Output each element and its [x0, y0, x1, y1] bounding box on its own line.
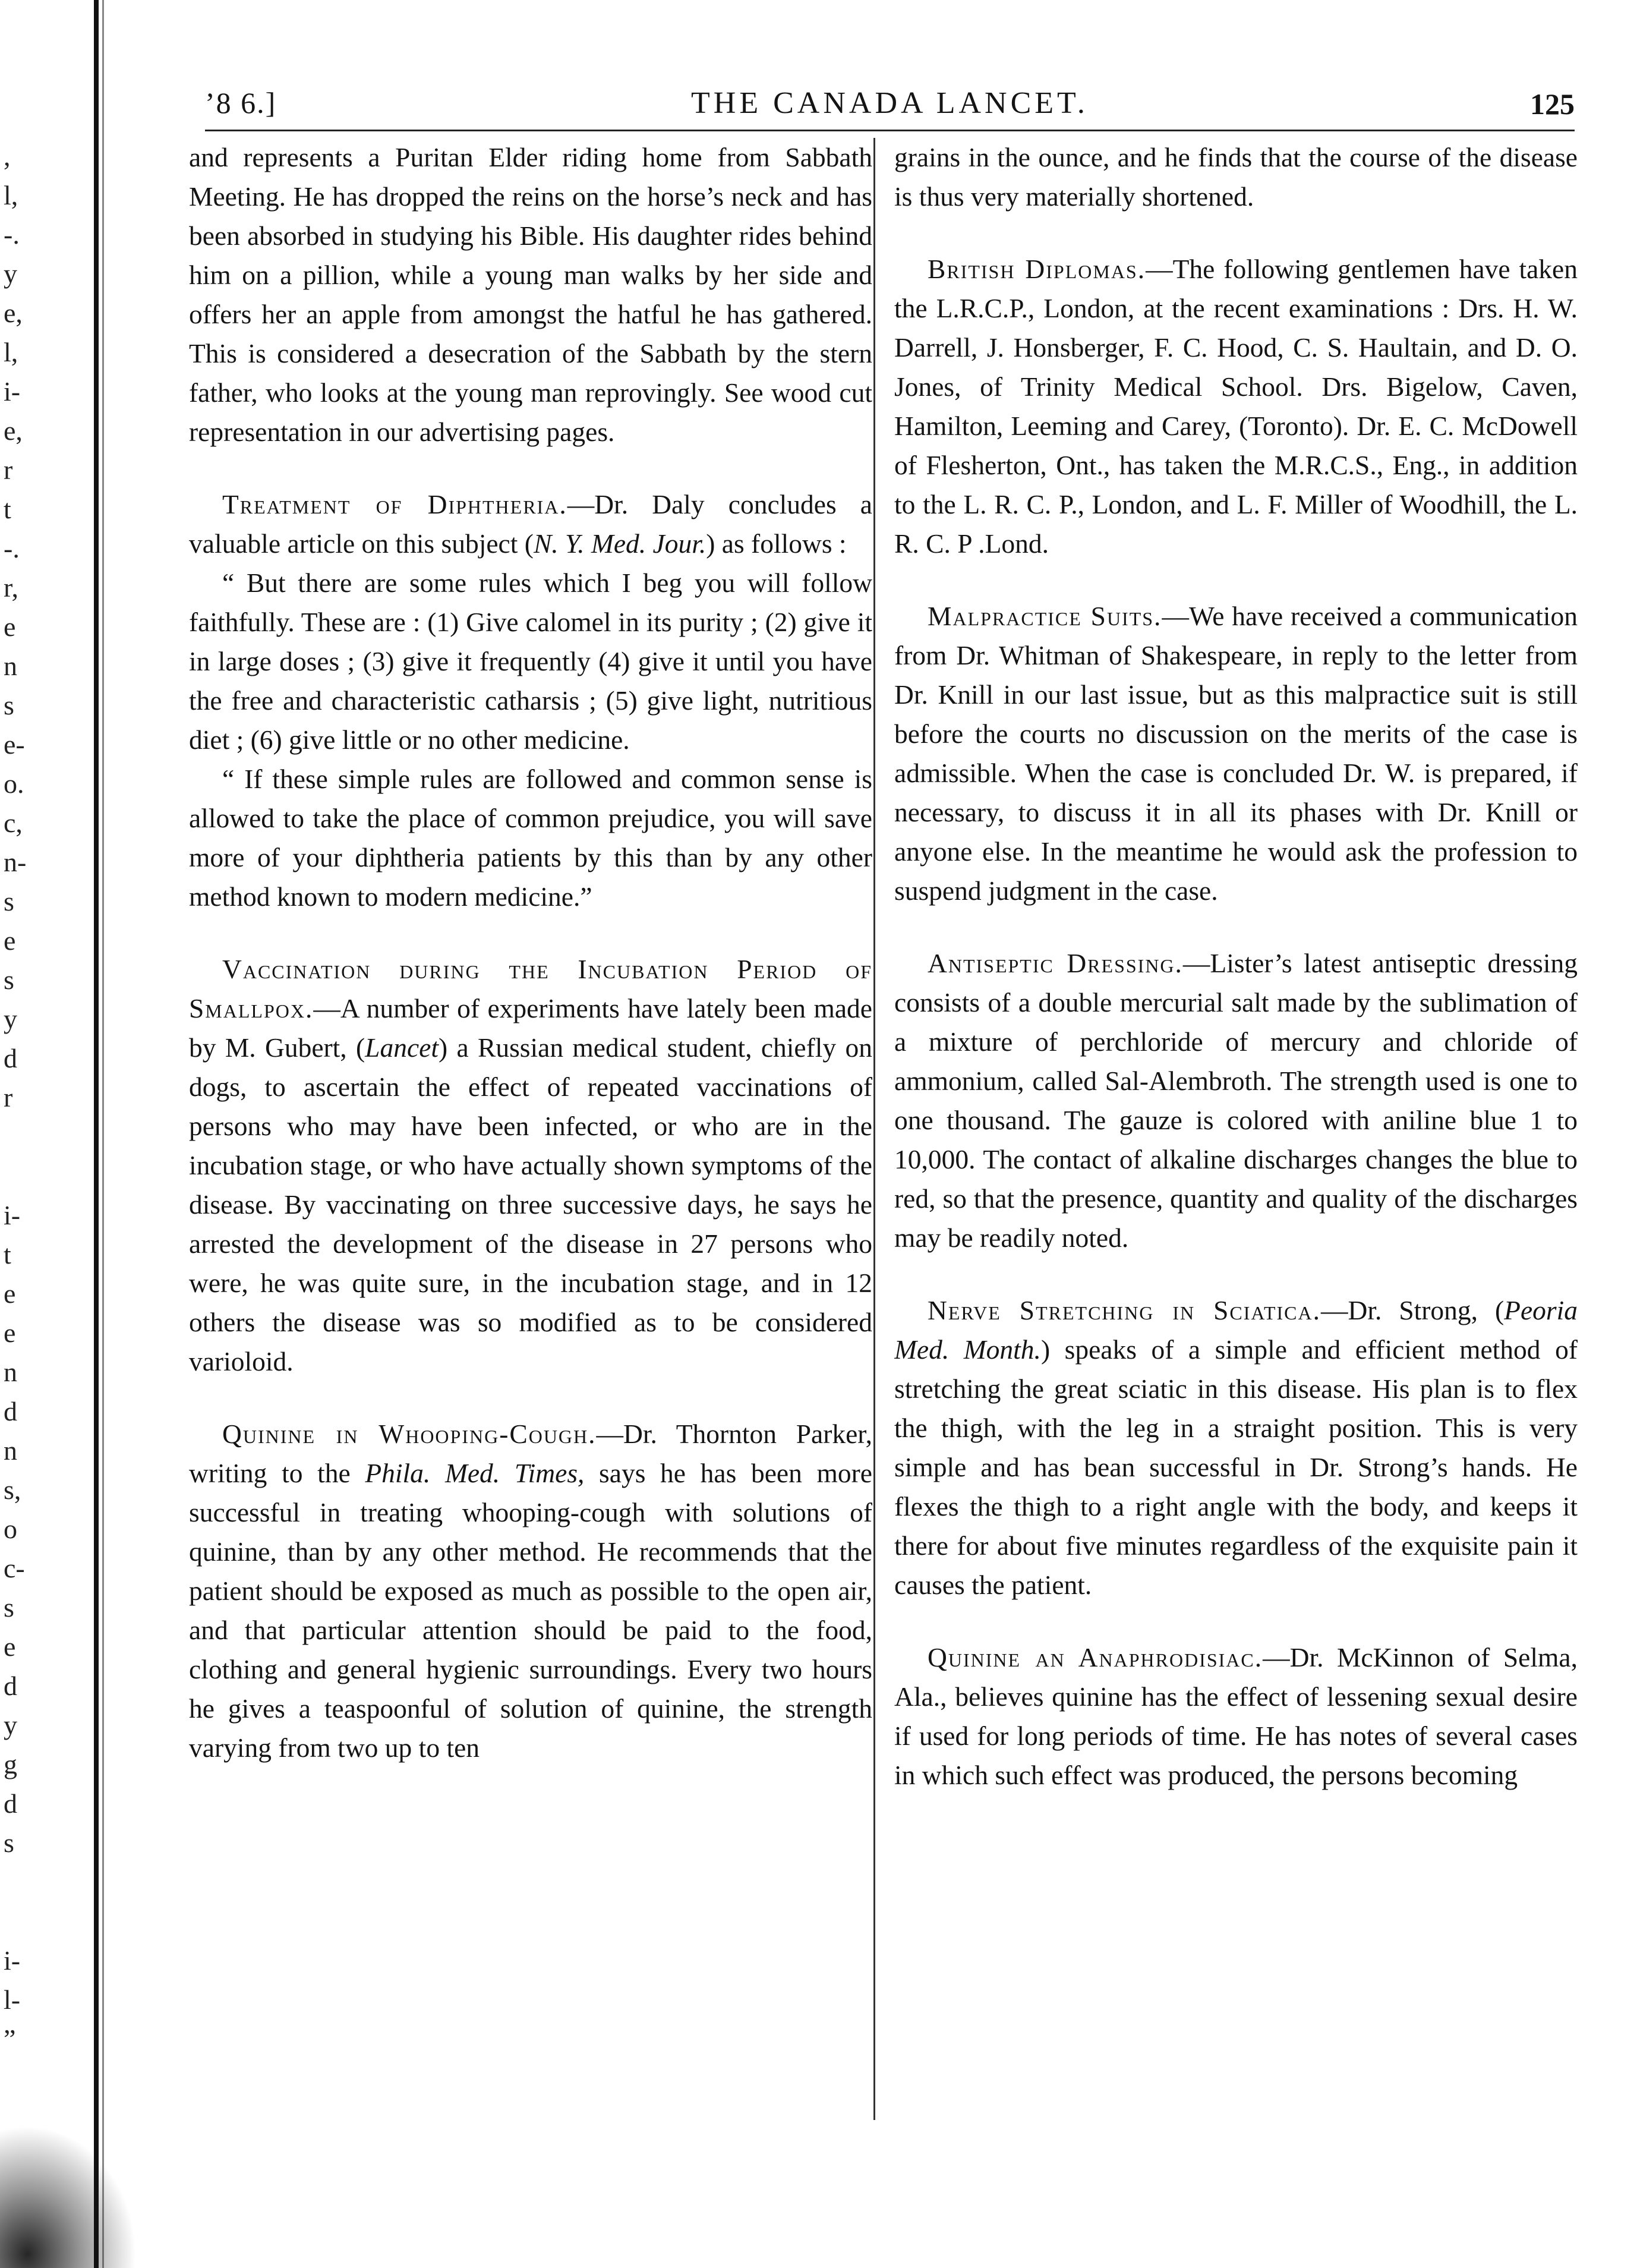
- margin-fragment: s: [4, 1592, 14, 1623]
- margin-fragment: c-: [4, 1553, 25, 1583]
- margin-fragment: r: [4, 455, 13, 485]
- margin-fragment: n: [4, 1435, 17, 1466]
- journal-citation: Phila. Med. Times,: [365, 1458, 585, 1488]
- puritan-elder-continuation: [189, 138, 872, 452]
- margin-fragment: r,: [4, 572, 18, 603]
- body-text: says he has been more successful in treating whooping-cough with solutions of quinine, than by any other method. He recommends that the patient should be exposed as much as possible to the open air, and that particular attention should be paid to the food, clothing and general hygienic surroundings. Every two hours he gives a teaspoonful of solution of quinine, the strength varying from two up to ten: [189, 1458, 872, 1763]
- margin-fragment: d: [4, 1788, 17, 1819]
- quote-paragraph: “ But there are some rules which I beg you will follow faithfully. These are : (1) Give calomel in its purity ; (2) give it in large doses ; (3) give it frequently (4) give it until you have the free and characteristic catharsis ; (5) give light, nutritious diet ; (6) give little or no other medicine.: [189, 568, 872, 755]
- margin-fragment: g: [4, 1749, 17, 1779]
- scan-smudge: [0, 2125, 137, 2268]
- paragraph: [894, 1291, 1578, 1605]
- margin-fragment: o: [4, 1514, 17, 1544]
- body-text: ) a Russian medical student, chiefly on dogs, to ascertain the effect of repeated vaccinations of persons who may have been infected, or who are in the incubation stage, or who have actually shown symptoms of the disease. By vaccinating on three successive days, he says he arrested the development of the disease in 27 persons who were, he was quite sure, in the incubation stage, and in 12 others the disease was so modified as to be considered varioloid.: [189, 1032, 872, 1376]
- article-heading: British Diplomas.: [928, 254, 1146, 284]
- article-british-diplomas: [894, 250, 1578, 563]
- journal-citation: Peoria Med. Month.: [894, 1295, 1578, 1365]
- body-text: —Lister’s latest antiseptic dressing consists of a double mercurial salt made by the sublimation of a mixture of perchloride of mercury and chloride of ammonium, called Sal-Alembroth. The strength used is one to one thousand. The gauze is colored with aniline blue 1 to 10,000. The contact of alkaline discharges changes the blue to red, so that the presence, quantity and quality of the discharges may be readily noted.: [894, 948, 1578, 1253]
- body-text: —Dr. Strong, (: [1321, 1295, 1504, 1325]
- running-header: [205, 83, 1575, 131]
- margin-fragment: ,: [4, 141, 11, 171]
- margin-fragment: n-: [4, 847, 27, 877]
- body-text: ) as follows :: [706, 528, 847, 559]
- margin-fragment: c,: [4, 808, 23, 838]
- margin-fragment: y: [4, 1004, 17, 1034]
- paragraph: [189, 950, 872, 1381]
- article-heading: Antiseptic Dressing.: [928, 948, 1183, 978]
- margin-fragment: e: [4, 1318, 16, 1348]
- body-text: —We have received a communication from Dr. Whitman of Shakespeare, in reply to the letter from Dr. Knill in our last issue, but as this malpractice suit is still before the courts no discussion on the merits of the case is admissible. When the case is concluded Dr. W. is prepared, if necessary, to discuss it in all its phases with Dr. Knill or anyone else. In the meantime he would ask the profession to suspend judgment in the case.: [894, 601, 1578, 906]
- paragraph: [894, 1638, 1578, 1795]
- margin-fragment: e: [4, 612, 16, 642]
- margin-fragment: -.: [4, 219, 20, 250]
- margin-fragment: d: [4, 1396, 17, 1426]
- article-heading: Treatment of Diphtheria.: [222, 489, 567, 519]
- margin-fragment: e,: [4, 298, 23, 328]
- paragraph: grains in the ounce, and he finds that the course of the disease is thus very materially shortened.: [894, 142, 1578, 212]
- margin-fragment: r: [4, 1082, 13, 1113]
- article-heading: Quinine an Anaphrodisiac.: [928, 1642, 1263, 1672]
- quote-paragraph: “ If these simple rules are followed and common sense is allowed to take the place of common prejudice, you will save more of your diphtheria patients by this than by any other method known to modern medicine.”: [189, 764, 872, 912]
- article-whooping-cough: [189, 1415, 872, 1768]
- body-text: —Dr. McKinnon of Selma, Ala., believes quinine has the effect of lessening sexual desire if used for long periods of time. He has notes of several cases in which such effect was produced, the persons becoming: [894, 1642, 1578, 1790]
- margin-fragment: l,: [4, 337, 18, 367]
- margin-fragment: s: [4, 1828, 14, 1858]
- margin-fragment: d: [4, 1671, 17, 1701]
- margin-fragment: -.: [4, 533, 20, 563]
- article-sciatica: [894, 1291, 1578, 1605]
- margin-fragment: t: [4, 494, 11, 524]
- paragraph: [894, 250, 1578, 563]
- journal-citation: Lancet: [365, 1032, 439, 1063]
- journal-citation: N. Y. Med. Jour.: [533, 528, 706, 559]
- facing-page-margin: [0, 0, 48, 2268]
- margin-fragment: e: [4, 925, 16, 956]
- article-heading: Vaccination during the Incubation Period of Smallpox.: [189, 954, 872, 1023]
- margin-fragment: o.: [4, 768, 24, 799]
- margin-fragment: e: [4, 1278, 16, 1309]
- margin-fragment: n: [4, 1357, 17, 1387]
- margin-fragment: i-: [4, 376, 21, 407]
- header-rule: [205, 130, 1575, 131]
- margin-fragment: t: [4, 1239, 11, 1270]
- margin-fragment: e-: [4, 729, 25, 760]
- right-column: [894, 138, 1578, 2123]
- article-heading: Nerve Stretching in Sciatica.: [928, 1295, 1321, 1325]
- margin-fragment: n: [4, 651, 17, 681]
- margin-fragment: l-: [4, 1984, 21, 2015]
- body-text: —A number of experiments have lately been made by M. Gubert, (: [189, 993, 872, 1063]
- paragraph: [189, 485, 872, 563]
- article-heading: Malpractice Suits.: [928, 601, 1162, 631]
- left-column: [189, 138, 872, 2123]
- binding-edge-shadow: [102, 0, 104, 2268]
- article-vaccination: [189, 950, 872, 1381]
- paragraph: and represents a Puritan Elder riding home from Sabbath Meeting. He has dropped the reins on the horse’s neck and has been absorbed in studying his Bible. His daughter rides behind him on a pillion, while a young man walks by her side and offers her an apple from amongst the hatful he has gathered. This is considered a desecration of the Sabbath by the stern father, who looks at the young man reprovingly. See wood cut representation in our advertising pages.: [189, 142, 872, 447]
- margin-fragment: y: [4, 259, 17, 289]
- column-divider: [873, 138, 875, 2120]
- margin-fragment: s: [4, 886, 14, 916]
- body-text: —Dr. Thornton Parker, writing to the: [189, 1419, 872, 1488]
- whooping-cough-continuation: [894, 138, 1578, 216]
- margin-fragment: s: [4, 690, 14, 720]
- margin-fragment: i-: [4, 1200, 21, 1230]
- margin-fragment: i-: [4, 1945, 21, 1976]
- issue-marker: ’8 6.]: [205, 86, 277, 119]
- margin-fragment: e: [4, 1631, 16, 1662]
- article-anaphrodisiac: [894, 1638, 1578, 1795]
- margin-fragment: s: [4, 965, 14, 995]
- article-antiseptic: [894, 944, 1578, 1258]
- margin-fragment: s,: [4, 1475, 21, 1505]
- article-diphtheria: [189, 485, 872, 916]
- journal-title: THE CANADA LANCET.: [691, 86, 1089, 120]
- binding-edge: [94, 0, 99, 2268]
- margin-fragment: d: [4, 1043, 17, 1073]
- margin-fragment: l,: [4, 180, 18, 210]
- margin-fragment: y: [4, 1710, 17, 1740]
- paragraph: [894, 597, 1578, 911]
- body-text: —Dr. Daly concludes a valuable article on this subject (: [189, 489, 872, 559]
- body-text: —The following gentlemen have taken the L.R.C.P., London, at the recent examinations : Drs. H. W. Darrell, J. Honsberger, F. C. Hood, C. S. Haultain, and D. O. Jones, of Trinity Medical School. Drs. Bigelow, Caven, Hamilton, Leeming and Carey, (Toronto). Dr. E. C. McDowell of Flesherton, Ont., has taken the M.R.C.S., Eng., in addition to the L. R. C. P., London, and L. F. Miller of Woodhill, the L. R. C. P .Lond.: [894, 254, 1578, 559]
- article-heading: Quinine in Whooping-Cough.: [222, 1419, 597, 1449]
- paragraph: [189, 1415, 872, 1768]
- paragraph: [894, 944, 1578, 1258]
- margin-fragment: e,: [4, 415, 23, 446]
- article-malpractice: [894, 597, 1578, 911]
- page-number: 125: [1530, 87, 1575, 121]
- body-text: ) speaks of a simple and efficient method of stretching the great sciatic in this disease. His plan is to flex the thigh, with the leg in a straight position. This is very simple and has bean successful in Dr. Strong’s hands. He flexes the thigh to a right angle with the body, and keeps it there for about five minutes regardless of the exquisite pain it causes the patient.: [894, 1334, 1578, 1600]
- margin-fragment: ”: [4, 2024, 16, 2054]
